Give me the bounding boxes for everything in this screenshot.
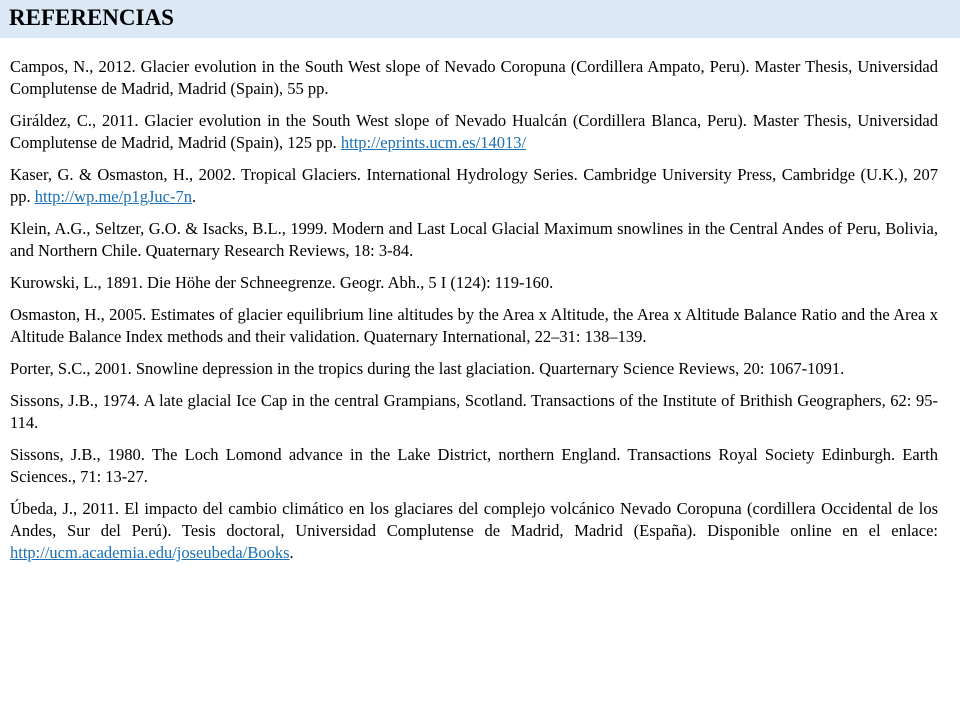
reference-item [10,56,938,100]
page-title: REFERENCIAS [9,5,174,30]
reference-link[interactable]: http://wp.me/p1gJuc-7n [34,187,192,206]
reference-item [10,110,938,154]
reference-item [10,444,938,488]
reference-text: Úbeda, J., 2011. El impacto del cambio climático en los glaciares del complejo volcánico Nevado Coropuna (cordillera Occidental de los Andes, Sur del Perú). Tesis doctoral, Universidad Complutense de Madrid, Madrid (España). Disponible online en el enlace: [10,499,938,540]
reference-item [10,358,938,380]
reference-text: Klein, A.G., Seltzer, G.O. & Isacks, B.L., 1999. Modern and Last Local Glacial Maximum snowlines in the Central Andes of Peru, Bolivia, and Northern Chile. Quaternary Research Reviews, 18: 3-84. [10,219,938,260]
reference-trailing-punctuation: . [289,543,294,562]
reference-text: Giráldez, C., 2011. Glacier evolution in the South West slope of Nevado Hualcán (Cordillera Blanca, Peru). Master Thesis, Universidad Complutense de Madrid, Madrid (Spain), 125 pp. [10,111,938,152]
reference-item [10,218,938,262]
reference-link[interactable]: http://ucm.academia.edu/joseubeda/Books [10,543,290,562]
reference-text: Sissons, J.B., 1974. A late glacial Ice Cap in the central Grampians, Scotland. Transactions of the Institute of Brithish Geographers, 62: 95-114. [10,391,938,432]
reference-trailing-punctuation: . [191,187,197,206]
reference-item [10,164,938,208]
reference-item [10,304,938,348]
reference-text: Sissons, J.B., 1980. The Loch Lomond advance in the Lake District, northern England. Transactions Royal Society Edinburgh. Earth Sciences., 71: 13-27. [10,445,938,486]
reference-text: Osmaston, H., 2005. Estimates of glacier equilibrium line altitudes by the Area x Altitude, the Area x Altitude Balance Ratio and the Area x Altitude Balance Index methods and their validation. Quaternary International, 22–31: 138–139. [10,305,938,346]
reference-text: Kaser, G. & Osmaston, H., 2002. Tropical Glaciers. International Hydrology Series. Cambridge University Press, Cambridge (U.K.), 207 pp. [10,165,938,206]
reference-text: Kurowski, L., 1891. Die Höhe der Schneegrenze. Geogr. Abh., 5 I (124): 119-160. [10,273,554,292]
reference-text: Campos, N., 2012. Glacier evolution in the South West slope of Nevado Coropuna (Cordillera Ampato, Peru). Master Thesis, Universidad Complutense de Madrid, Madrid (Spain), 55 pp. [10,57,938,98]
header-bar [0,0,960,38]
reference-item [10,272,938,294]
reference-item [10,390,938,434]
reference-list [10,56,938,574]
reference-item [10,498,938,564]
reference-text: Porter, S.C., 2001. Snowline depression in the tropics during the last glaciation. Quarternary Science Reviews, 20: 1067-1091. [10,359,845,378]
reference-link[interactable]: http://eprints.ucm.es/14013/ [340,133,527,152]
